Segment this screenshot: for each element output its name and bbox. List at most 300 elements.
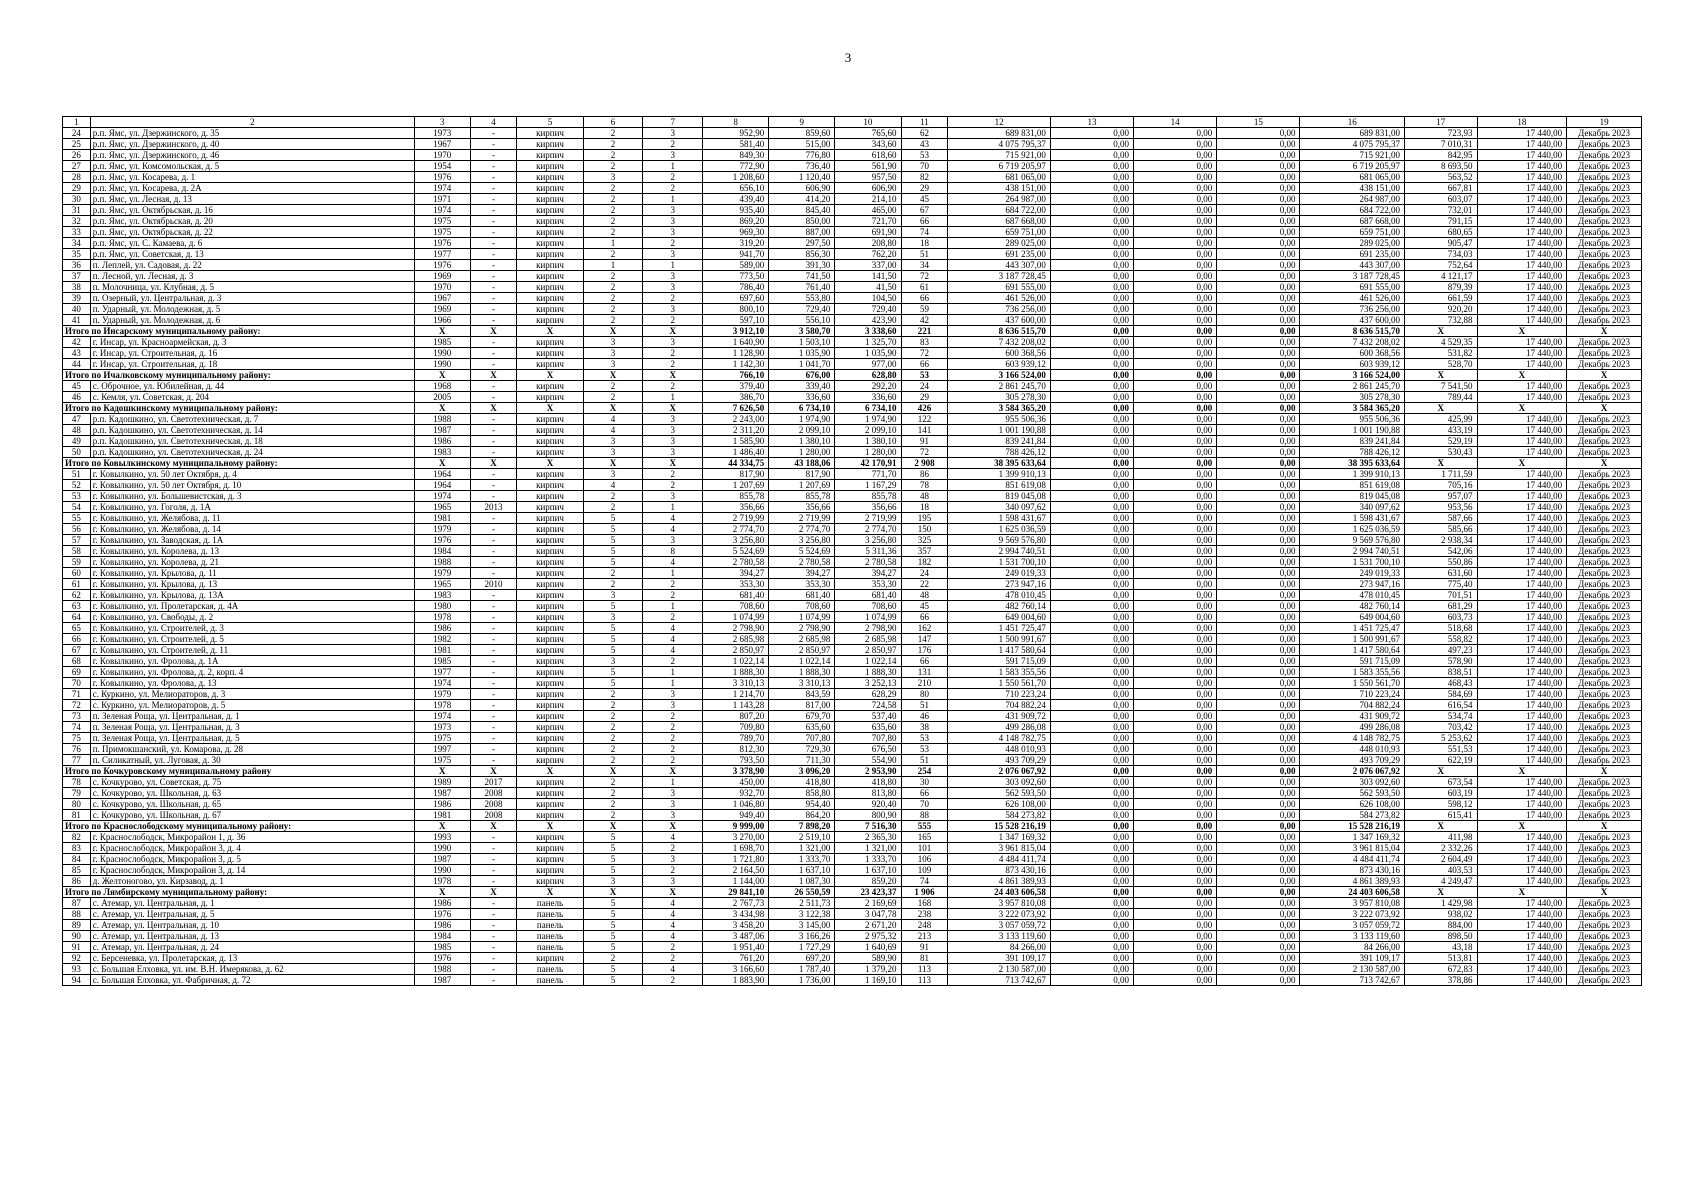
- total-cell: X: [583, 821, 643, 832]
- data-cell: 0,00: [1217, 161, 1300, 172]
- data-cell: 0,00: [1217, 414, 1300, 425]
- data-cell: 813,80: [835, 788, 901, 799]
- data-cell: 558,82: [1405, 634, 1478, 645]
- data-cell: 4 484 411,74: [948, 854, 1050, 865]
- data-cell: 0,00: [1217, 953, 1300, 964]
- data-cell: 1 207,69: [703, 480, 769, 491]
- data-cell: 3 187 728,45: [1300, 271, 1405, 282]
- data-cell: 264 987,00: [948, 194, 1050, 205]
- address-cell: п. Ударный, ул. Молодежная, д. 6: [90, 315, 414, 326]
- data-cell: 1 035,90: [835, 348, 901, 359]
- data-cell: кирпич: [517, 854, 583, 865]
- data-cell: 0,00: [1050, 425, 1133, 436]
- data-cell: 1: [643, 667, 703, 678]
- data-cell: Декабрь 2023: [1567, 150, 1642, 161]
- total-cell: X: [1405, 766, 1478, 777]
- address-cell: г. Ковылкино, ул. 50 лет Октября, д. 10: [90, 480, 414, 491]
- data-cell: -: [470, 524, 517, 535]
- data-cell: 0,00: [1217, 150, 1300, 161]
- data-cell: 182: [901, 557, 948, 568]
- table-row: [63, 315, 1642, 326]
- data-cell: 340 097,62: [948, 502, 1050, 513]
- data-cell: 0,00: [1217, 667, 1300, 678]
- data-cell: Декабрь 2023: [1567, 436, 1642, 447]
- data-cell: 1 585,90: [703, 436, 769, 447]
- data-cell: 1964: [415, 469, 470, 480]
- district-total-row: [63, 403, 1642, 414]
- data-cell: 17 440,00: [1477, 271, 1567, 282]
- data-cell: 1984: [415, 546, 470, 557]
- address-cell: р.п. Кадошкино, ул. Светотехническая, д. 7: [90, 414, 414, 425]
- address-cell: с. Атемар, ул. Центральная, д. 10: [90, 920, 414, 931]
- data-cell: 2: [643, 975, 703, 986]
- data-cell: 708,60: [769, 601, 835, 612]
- data-cell: кирпич: [517, 810, 583, 821]
- data-cell: 3: [643, 271, 703, 282]
- data-cell: 920,20: [1405, 304, 1478, 315]
- data-cell: 0,00: [1050, 161, 1133, 172]
- data-cell: 1988: [415, 414, 470, 425]
- data-cell: 2: [583, 315, 643, 326]
- data-cell: 391 109,17: [1300, 953, 1405, 964]
- data-cell: 5: [583, 942, 643, 953]
- data-cell: 289 025,00: [948, 238, 1050, 249]
- data-cell: 581,40: [703, 139, 769, 150]
- data-cell: кирпич: [517, 227, 583, 238]
- data-cell: 113: [901, 964, 948, 975]
- data-cell: кирпич: [517, 722, 583, 733]
- total-cell: X: [1567, 326, 1642, 337]
- table-row: [63, 854, 1642, 865]
- data-cell: 2 861 245,70: [948, 381, 1050, 392]
- data-cell: 468,43: [1405, 678, 1478, 689]
- table-row: [63, 953, 1642, 964]
- total-cell: 0,00: [1217, 403, 1300, 414]
- data-cell: 17 440,00: [1477, 227, 1567, 238]
- data-cell: 0,00: [1050, 469, 1133, 480]
- data-cell: 437 600,00: [1300, 315, 1405, 326]
- data-cell: 4: [583, 425, 643, 436]
- total-cell: X: [517, 370, 583, 381]
- total-cell: X: [470, 766, 517, 777]
- data-cell: 0,00: [1134, 634, 1217, 645]
- data-cell: 0,00: [1050, 183, 1133, 194]
- data-cell: 17 440,00: [1477, 183, 1567, 194]
- table-row: [63, 238, 1642, 249]
- table-row: [63, 810, 1642, 821]
- address-cell: п. Примокшанский, ул. Комарова, д. 28: [90, 744, 414, 755]
- data-cell: 438 151,00: [948, 183, 1050, 194]
- data-cell: -: [470, 689, 517, 700]
- data-cell: 0,00: [1134, 205, 1217, 216]
- data-cell: 0,00: [1050, 667, 1133, 678]
- table-body: [63, 117, 1642, 986]
- data-cell: Декабрь 2023: [1567, 414, 1642, 425]
- data-cell: 518,68: [1405, 623, 1478, 634]
- data-cell: 2 169,69: [835, 898, 901, 909]
- data-cell: кирпич: [517, 282, 583, 293]
- table-row: [63, 788, 1642, 799]
- data-cell: 0,00: [1217, 744, 1300, 755]
- table-row: [63, 755, 1642, 766]
- data-cell: 0,00: [1217, 843, 1300, 854]
- row-number-cell: 62: [63, 590, 91, 601]
- data-cell: 0,00: [1134, 194, 1217, 205]
- data-cell: 431 909,72: [948, 711, 1050, 722]
- data-cell: 724,58: [835, 700, 901, 711]
- data-cell: 1983: [415, 590, 470, 601]
- data-cell: 2: [583, 161, 643, 172]
- data-cell: 214,10: [835, 194, 901, 205]
- data-cell: 0,00: [1050, 579, 1133, 590]
- data-cell: 248: [901, 920, 948, 931]
- data-cell: 0,00: [1217, 788, 1300, 799]
- total-cell: 676,00: [769, 370, 835, 381]
- data-cell: 0,00: [1050, 678, 1133, 689]
- data-cell: 708,60: [703, 601, 769, 612]
- data-cell: 141: [901, 425, 948, 436]
- data-cell: 800,90: [835, 810, 901, 821]
- data-cell: 3: [643, 128, 703, 139]
- data-cell: 4 529,35: [1405, 337, 1478, 348]
- data-cell: Декабрь 2023: [1567, 645, 1642, 656]
- data-cell: Декабрь 2023: [1567, 128, 1642, 139]
- data-cell: 273 947,16: [1300, 579, 1405, 590]
- data-cell: кирпич: [517, 480, 583, 491]
- data-cell: 4: [643, 909, 703, 920]
- data-cell: 0,00: [1217, 524, 1300, 535]
- total-cell: 0,00: [1217, 370, 1300, 381]
- total-cell: X: [1567, 458, 1642, 469]
- data-cell: 0,00: [1134, 865, 1217, 876]
- data-cell: -: [470, 469, 517, 480]
- data-cell: 9 569 576,80: [948, 535, 1050, 546]
- address-cell: г. Ковылкино, ул. 50 лет Октября, д. 4: [90, 469, 414, 480]
- data-cell: 659 751,00: [948, 227, 1050, 238]
- data-cell: кирпич: [517, 293, 583, 304]
- total-cell: X: [1567, 887, 1642, 898]
- data-cell: 1974: [415, 491, 470, 502]
- data-cell: -: [470, 557, 517, 568]
- total-cell: 0,00: [1050, 326, 1133, 337]
- data-cell: 0,00: [1050, 436, 1133, 447]
- data-cell: 710 223,24: [1300, 689, 1405, 700]
- data-cell: 305 278,30: [1300, 392, 1405, 403]
- data-cell: 1986: [415, 436, 470, 447]
- data-cell: 0,00: [1134, 392, 1217, 403]
- data-cell: 1 087,30: [769, 876, 835, 887]
- data-cell: 0,00: [1134, 601, 1217, 612]
- total-cell: X: [583, 370, 643, 381]
- data-cell: -: [470, 964, 517, 975]
- data-cell: 1976: [415, 909, 470, 920]
- data-cell: кирпич: [517, 359, 583, 370]
- data-cell: панель: [517, 920, 583, 931]
- table-row: [63, 832, 1642, 843]
- total-cell: X: [517, 766, 583, 777]
- data-cell: 672,83: [1405, 964, 1478, 975]
- data-cell: 529,19: [1405, 436, 1478, 447]
- data-cell: 0,00: [1217, 348, 1300, 359]
- data-cell: 17 440,00: [1477, 975, 1567, 986]
- data-cell: 4: [643, 964, 703, 975]
- address-cell: п. Молочница, ул. Клубная, д. 5: [90, 282, 414, 293]
- data-cell: 0,00: [1050, 139, 1133, 150]
- data-cell: 1985: [415, 942, 470, 953]
- data-cell: 394,27: [769, 568, 835, 579]
- total-cell: X: [1405, 403, 1478, 414]
- data-cell: 2: [583, 282, 643, 293]
- data-cell: 0,00: [1217, 436, 1300, 447]
- data-cell: 208,80: [835, 238, 901, 249]
- data-cell: 499 286,08: [1300, 722, 1405, 733]
- data-cell: 839 241,84: [948, 436, 1050, 447]
- total-cell: 0,00: [1217, 326, 1300, 337]
- data-cell: 680,65: [1405, 227, 1478, 238]
- data-cell: 705,16: [1405, 480, 1478, 491]
- total-cell: 23 423,37: [835, 887, 901, 898]
- data-cell: 3 458,20: [703, 920, 769, 931]
- data-cell: 29: [901, 392, 948, 403]
- total-cell: X: [643, 458, 703, 469]
- data-cell: 2: [643, 579, 703, 590]
- data-cell: 482 760,14: [948, 601, 1050, 612]
- data-cell: кирпич: [517, 172, 583, 183]
- address-cell: р.п. Ямс, ул. Советская, д. 13: [90, 249, 414, 260]
- row-number-cell: 59: [63, 557, 91, 568]
- data-cell: 5: [583, 634, 643, 645]
- data-cell: 0,00: [1050, 216, 1133, 227]
- data-cell: 3: [643, 304, 703, 315]
- address-cell: р.п. Ямс, ул. Октябрьская, д. 20: [90, 216, 414, 227]
- data-cell: 17 440,00: [1477, 359, 1567, 370]
- data-cell: Декабрь 2023: [1567, 920, 1642, 931]
- data-cell: 3: [643, 700, 703, 711]
- data-cell: 1973: [415, 722, 470, 733]
- data-cell: 0,00: [1050, 931, 1133, 942]
- data-cell: 0,00: [1050, 227, 1133, 238]
- data-cell: 603 939,12: [948, 359, 1050, 370]
- data-cell: 606,90: [835, 183, 901, 194]
- data-cell: 7 541,50: [1405, 381, 1478, 392]
- total-cell: X: [1405, 370, 1478, 381]
- data-cell: 807,20: [703, 711, 769, 722]
- data-cell: 0,00: [1134, 513, 1217, 524]
- data-cell: 3: [643, 436, 703, 447]
- data-cell: 17 440,00: [1477, 854, 1567, 865]
- total-cell: X: [1477, 458, 1567, 469]
- data-cell: 1 503,10: [769, 337, 835, 348]
- data-cell: 249 019,33: [1300, 568, 1405, 579]
- column-number-cell: 18: [1477, 117, 1567, 128]
- data-cell: 443 307,00: [948, 260, 1050, 271]
- data-cell: 1979: [415, 568, 470, 579]
- data-cell: 1 625 036,59: [948, 524, 1050, 535]
- data-cell: 0,00: [1050, 876, 1133, 887]
- data-cell: 0,00: [1134, 612, 1217, 623]
- total-cell: X: [470, 458, 517, 469]
- data-cell: 0,00: [1217, 645, 1300, 656]
- data-cell: -: [470, 172, 517, 183]
- data-cell: кирпич: [517, 667, 583, 678]
- data-cell: -: [470, 854, 517, 865]
- data-cell: 1 399 910,13: [948, 469, 1050, 480]
- data-cell: 1 721,80: [703, 854, 769, 865]
- data-cell: 0,00: [1217, 689, 1300, 700]
- row-number-cell: 88: [63, 909, 91, 920]
- data-cell: 1 451 725,47: [948, 623, 1050, 634]
- table-row: [63, 645, 1642, 656]
- data-cell: 1 046,80: [703, 799, 769, 810]
- data-cell: 618,60: [835, 150, 901, 161]
- data-cell: 2: [583, 205, 643, 216]
- total-cell: 3 584 365,20: [948, 403, 1050, 414]
- row-number-cell: 80: [63, 799, 91, 810]
- data-cell: 884,00: [1405, 920, 1478, 931]
- data-cell: -: [470, 942, 517, 953]
- data-cell: 850,00: [769, 216, 835, 227]
- data-cell: 684 722,00: [948, 205, 1050, 216]
- data-cell: 3: [583, 447, 643, 458]
- table-row: [63, 909, 1642, 920]
- data-cell: 292,20: [835, 381, 901, 392]
- data-cell: -: [470, 843, 517, 854]
- data-cell: 17 440,00: [1477, 425, 1567, 436]
- table-row: [63, 348, 1642, 359]
- data-cell: Декабрь 2023: [1567, 601, 1642, 612]
- data-cell: 3 047,78: [835, 909, 901, 920]
- data-cell: Декабрь 2023: [1567, 546, 1642, 557]
- data-cell: 0,00: [1134, 293, 1217, 304]
- data-cell: 353,30: [703, 579, 769, 590]
- data-cell: 1 041,70: [769, 359, 835, 370]
- data-cell: 356,66: [703, 502, 769, 513]
- data-cell: 2: [583, 271, 643, 282]
- data-cell: -: [470, 546, 517, 557]
- column-number-cell: 2: [90, 117, 414, 128]
- data-cell: 3: [643, 491, 703, 502]
- data-cell: 1: [643, 678, 703, 689]
- data-cell: 0,00: [1134, 436, 1217, 447]
- total-cell: 0,00: [1217, 821, 1300, 832]
- total-cell: 3 096,20: [769, 766, 835, 777]
- data-cell: 1 144,00: [703, 876, 769, 887]
- data-cell: Декабрь 2023: [1567, 865, 1642, 876]
- data-cell: 711,30: [769, 755, 835, 766]
- data-cell: 1979: [415, 689, 470, 700]
- row-number-cell: 48: [63, 425, 91, 436]
- data-cell: 2: [583, 491, 643, 502]
- row-number-cell: 31: [63, 205, 91, 216]
- data-cell: -: [470, 381, 517, 392]
- data-cell: 5: [583, 931, 643, 942]
- data-cell: 5 311,36: [835, 546, 901, 557]
- column-number-cell: 13: [1050, 117, 1133, 128]
- data-cell: 622,19: [1405, 755, 1478, 766]
- data-cell: 628,29: [835, 689, 901, 700]
- data-cell: Декабрь 2023: [1567, 227, 1642, 238]
- data-cell: 0,00: [1134, 260, 1217, 271]
- data-cell: 2 685,98: [835, 634, 901, 645]
- data-cell: 66: [901, 656, 948, 667]
- data-cell: 0,00: [1217, 557, 1300, 568]
- data-cell: 864,20: [769, 810, 835, 821]
- column-number-cell: 5: [517, 117, 583, 128]
- data-cell: 386,70: [703, 392, 769, 403]
- data-cell: -: [470, 491, 517, 502]
- data-cell: 6 719 205,97: [948, 161, 1050, 172]
- data-cell: 2: [583, 953, 643, 964]
- data-cell: 704 882,24: [948, 700, 1050, 711]
- total-cell: 0,00: [1050, 370, 1133, 381]
- total-cell: 0,00: [1050, 821, 1133, 832]
- data-cell: 542,06: [1405, 546, 1478, 557]
- data-cell: 817,00: [769, 700, 835, 711]
- data-cell: 3: [583, 469, 643, 480]
- data-cell: 2 685,98: [703, 634, 769, 645]
- data-cell: Декабрь 2023: [1567, 832, 1642, 843]
- data-cell: 873 430,16: [948, 865, 1050, 876]
- data-cell: 920,40: [835, 799, 901, 810]
- data-cell: 957,07: [1405, 491, 1478, 502]
- address-cell: р.п. Ямс, ул. Комсомольская, д. 5: [90, 161, 414, 172]
- data-cell: 1964: [415, 480, 470, 491]
- data-cell: 1993: [415, 832, 470, 843]
- data-cell: 2: [583, 755, 643, 766]
- data-cell: 941,70: [703, 249, 769, 260]
- data-cell: Декабрь 2023: [1567, 183, 1642, 194]
- district-total-label: Итого по Ковылкинскому муниципальному району:: [63, 458, 415, 469]
- table-row: [63, 634, 1642, 645]
- data-cell: 113: [901, 975, 948, 986]
- data-cell: 1987: [415, 425, 470, 436]
- data-cell: Декабрь 2023: [1567, 304, 1642, 315]
- data-cell: 7 432 208,02: [1300, 337, 1405, 348]
- data-cell: 2: [643, 238, 703, 249]
- data-cell: 51: [901, 755, 948, 766]
- data-cell: Декабрь 2023: [1567, 722, 1642, 733]
- data-cell: 2 767,73: [703, 898, 769, 909]
- data-cell: 1 429,98: [1405, 898, 1478, 909]
- data-cell: 0,00: [1050, 568, 1133, 579]
- data-cell: 584 273,82: [1300, 810, 1405, 821]
- data-cell: 0,00: [1134, 722, 1217, 733]
- data-cell: 4: [643, 634, 703, 645]
- table-row: [63, 172, 1642, 183]
- data-cell: 499 286,08: [948, 722, 1050, 733]
- data-cell: 3 133 119,60: [948, 931, 1050, 942]
- data-cell: 2 780,58: [835, 557, 901, 568]
- data-cell: -: [470, 678, 517, 689]
- data-cell: 448 010,93: [948, 744, 1050, 755]
- data-cell: 0,00: [1134, 876, 1217, 887]
- data-cell: 1 280,00: [769, 447, 835, 458]
- data-cell: 1985: [415, 656, 470, 667]
- data-cell: 17 440,00: [1477, 590, 1567, 601]
- data-cell: 1987: [415, 975, 470, 986]
- row-number-cell: 45: [63, 381, 91, 392]
- data-cell: 433,19: [1405, 425, 1478, 436]
- address-cell: г. Ковылкино, ул. Строителей, д. 5: [90, 634, 414, 645]
- address-cell: с. Кочкурово, ул. Школьная, д. 67: [90, 810, 414, 821]
- district-total-label: Итого по Кочкуровскому муниципальному району: [63, 766, 415, 777]
- data-cell: 66: [901, 359, 948, 370]
- data-cell: 2 243,00: [703, 414, 769, 425]
- total-cell: 38 395 633,64: [948, 458, 1050, 469]
- data-cell: кирпич: [517, 689, 583, 700]
- data-cell: 708,60: [835, 601, 901, 612]
- data-cell: 786,40: [703, 282, 769, 293]
